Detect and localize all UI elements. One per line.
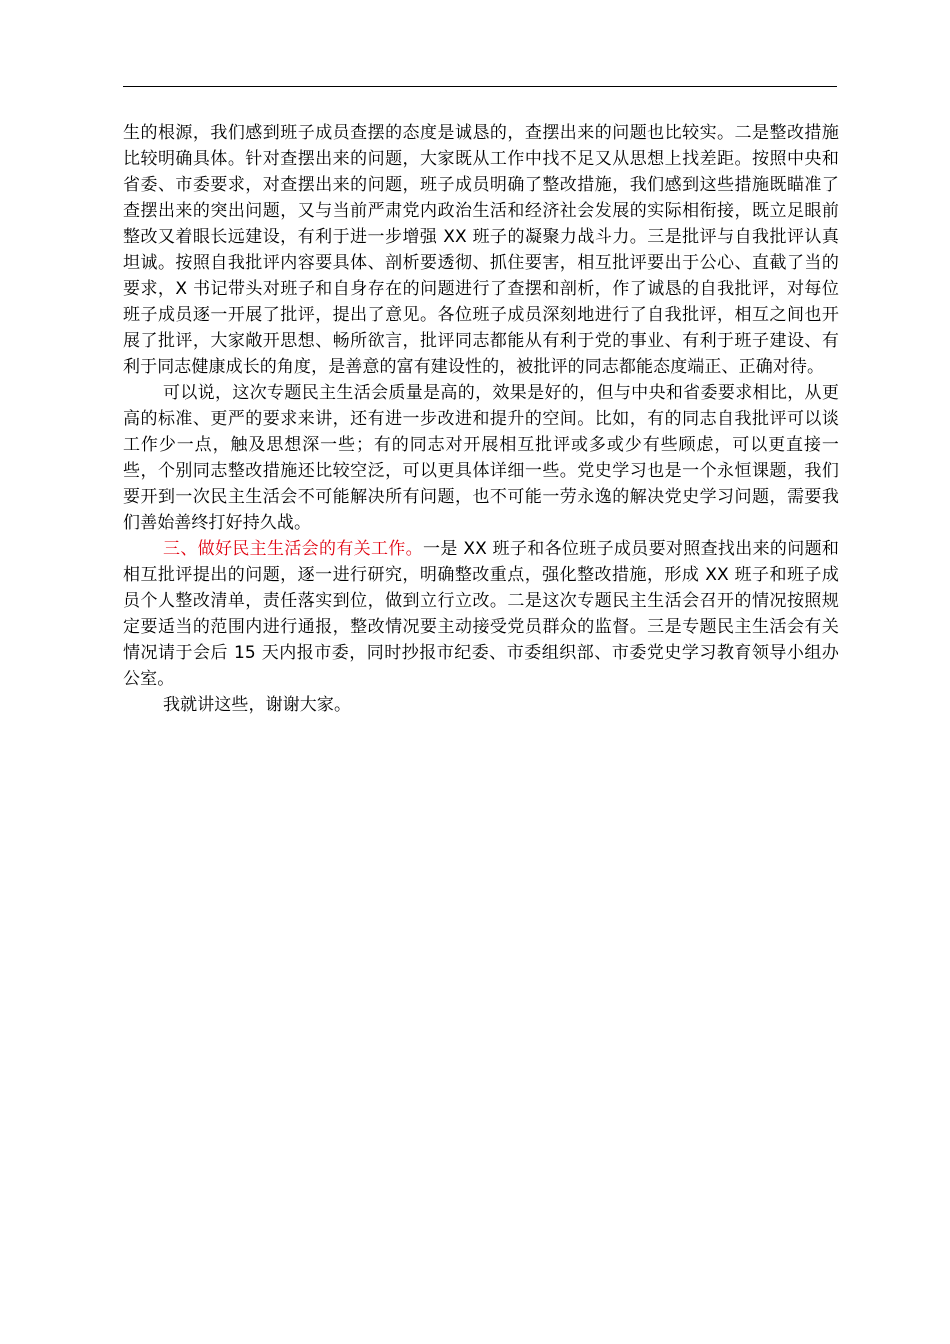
- paragraph-4-text: 我就讲这些，谢谢大家。: [163, 695, 352, 715]
- section-heading-3: 三、做好民主生活会的有关工作。: [163, 539, 423, 559]
- paragraph-2: [123, 380, 839, 536]
- paragraph-3-text: 一是 XX 班子和各位班子成员要对照查找出来的问题和相互批评提出的问题，逐一进行研究，明确整改重点，强化整改措施，形成 XX 班子和班子成员个人整改清单，责任落实到位，做到立行立改。二是这次专题民主生活会召开的情况按照规定要适当的范围内进行通报，整改情况要主动接受党员群众的监督。三是专题民主生活会有关情况请于会后 15 天内报市委，同时抄报市纪委、市委组织部、市委党史学习教育领导小组办公室。: [123, 539, 840, 689]
- paragraph-1: [123, 120, 839, 380]
- paragraph-4: [123, 692, 839, 718]
- paragraph-1-text: 生的根源，我们感到班子成员查摆的态度是诚恳的，查摆出来的问题也比较实。二是整改措施比较明确具体。针对查摆出来的问题，大家既从工作中找不足又从思想上找差距。按照中央和省委、市委要求，对查摆出来的问题，班子成员明确了整改措施，我们感到这些措施既瞄准了查摆出来的突出问题，又与当前严肃党内政治生活和经济社会发展的实际相衔接，既立足眼前整改又着眼长远建设，有利于进一步增强 XX 班子的凝聚力战斗力。三是批评与自我批评认真坦诚。按照自我批评内容要具体、剖析要透彻、抓住要害，相互批评要出于公心、直截了当的要求，X 书记带头对班子和自身存在的问题进行了查摆和剖析，作了诚恳的自我批评，对每位班子成员逐一开展了批评，提出了意见。各位班子成员深刻地进行了自我批评，相互之间也开展了批评，大家敞开思想、畅所欲言，批评同志都能从有利于党的事业、有利于班子建设、有利于同志健康成长的角度，是善意的富有建设性的，被批评的同志都能态度端正、正确对待。: [123, 123, 839, 377]
- paragraph-2-text: 可以说，这次专题民主生活会质量是高的，效果是好的，但与中央和省委要求相比，从更高的标准、更严的要求来讲，还有进一步改进和提升的空间。比如，有的同志自我批评可以谈工作少一点，触及思想深一些；有的同志对开展相互批评或多或少有些顾虑，可以更直接一些，个别同志整改措施还比较空泛，可以更具体详细一些。党史学习也是一个永恒课题，我们要开到一次民主生活会不可能解决所有问题，也不可能一劳永逸的解决党史学习问题，需要我们善始善终打好持久战。: [123, 383, 839, 533]
- document-body: [123, 120, 839, 718]
- paragraph-3: [123, 536, 839, 692]
- header-rule: [123, 86, 837, 87]
